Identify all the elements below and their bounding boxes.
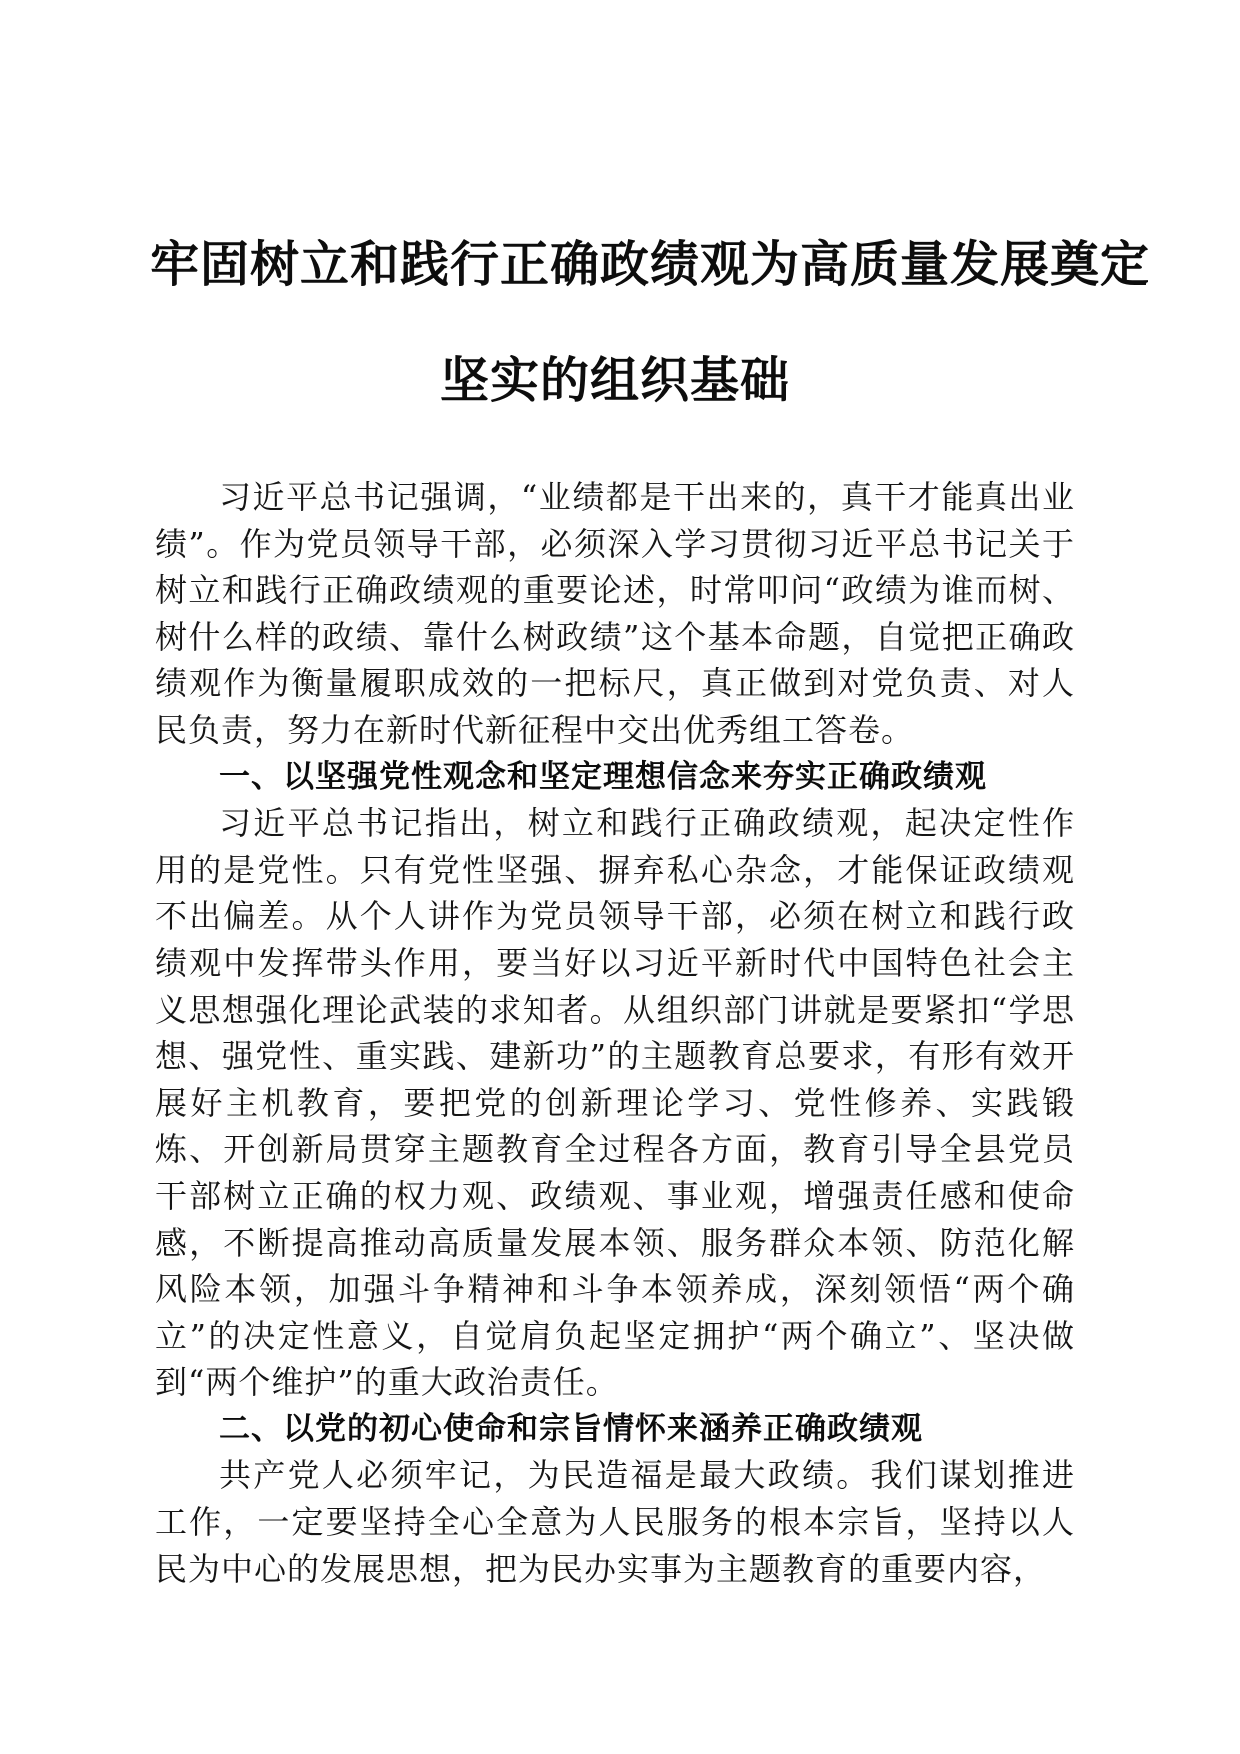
document-title-line-1: 牢固树立和践行正确政绩观为高质量发展奠定	[150, 236, 1151, 293]
document-body	[155, 474, 1075, 1592]
section-1-paragraph: 习近平总书记指出，树立和践行正确政绩观，起决定性作用的是党性。只有党性坚强、摒弃私心杂念，才能保证政绩观不出偏差。从个人讲作为党员领导干部，必须在树立和践行政绩观中发挥带头作用，要当好以习近平新时代中国特色社会主义思想强化理论武装的求知者。从组织部门讲就是要紧扣“学思想、强党性、重实践、建新功”的主题教育总要求，有形有效开展好主机教育，要把党的创新理论学习、党性修养、实践锻炼、开创新局贯穿主题教育全过程各方面，教育引导全县党员干部树立正确的权力观、政绩观、事业观，增强责任感和使命感，不断提高推动高质量发展本领、服务群众本领、防范化解风险本领，加强斗争精神和斗争本领养成，深刻领悟“两个确立”的决定性意义，自觉肩负起坚定拥护“两个确立”、坚决做到“两个维护”的重大政治责任。	[155, 804, 1075, 1402]
document-title-line-2: 坚实的组织基础	[439, 352, 790, 409]
section-1-heading: 一、以坚强党性观念和坚定理想信念来夯实正确政绩观	[219, 758, 987, 795]
section-2-heading: 二、以党的初心使命和宗旨情怀来涵养正确政绩观	[219, 1410, 923, 1447]
intro-paragraph: 习近平总书记强调，“业绩都是干出来的，真干才能真出业绩”。作为党员领导干部，必须深入学习贯彻习近平总书记关于树立和践行正确政绩观的重要论述，时常叩问“政绩为谁而树、树什么样的政绩、靠什么树政绩”这个基本命题，自觉把正确政绩观作为衡量履职成效的一把标尺，真正做到对党负责、对人民负责，努力在新时代新征程中交出优秀组工答卷。	[155, 478, 1075, 749]
section-2-paragraph: 共产党人必须牢记，为民造福是最大政绩。我们谋划推进工作，一定要坚持全心全意为人民服务的根本宗旨，坚持以人民为中心的发展思想，把为民办实事为主题教育的重要内容，	[155, 1456, 1075, 1588]
